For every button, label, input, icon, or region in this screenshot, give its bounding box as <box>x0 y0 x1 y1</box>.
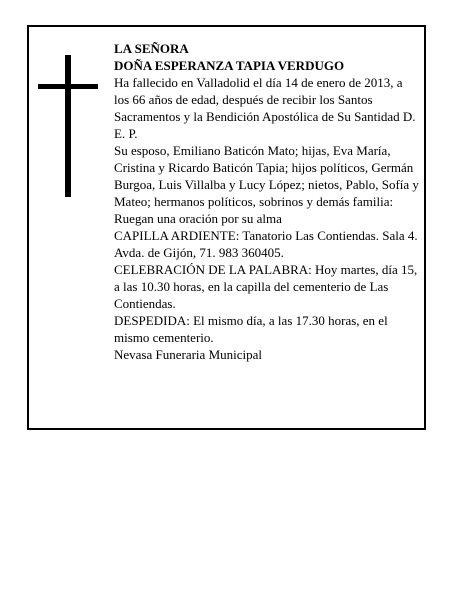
cross-vertical-bar <box>65 55 71 197</box>
ceremony-info: CELEBRACIÓN DE LA PALABRA: Hoy martes, día 15, a las 10.30 horas, en la capilla del cementerio de Las Contiendas. <box>114 262 418 311</box>
notice-title-line-1: LA SEÑORA <box>114 41 189 56</box>
prayer-request: Ruegan una oración por su alma <box>114 211 282 226</box>
obituary-text <box>114 40 420 363</box>
death-announcement: Ha fallecido en Valladolid el día 14 de enero de 2013, a los 66 años de edad, después de recibir los Santos Sacramentos y la Bendición Apostólica de Su Santidad D. E. P. <box>114 75 416 141</box>
farewell-info: DESPEDIDA: El mismo día, a las 17.30 horas, en el mismo cementerio. <box>114 313 388 345</box>
cross-horizontal-bar <box>38 84 98 89</box>
cross-icon <box>38 55 98 197</box>
funeral-home: Nevasa Funeraria Municipal <box>114 347 263 362</box>
chapel-info: CAPILLA ARDIENTE: Tanatorio Las Contiendas. Sala 4. Avda. de Gijón, 71. 983 360405. <box>114 228 418 260</box>
family-list: Su esposo, Emiliano Baticón Mato; hijas, Eva María, Cristina y Ricardo Baticón Tapia; hijos políticos, Germán Burgoa, Luis Villalba y Lucy López; nietos, Pablo, Sofía y Mateo; hermanos políticos, sobrinos y demás familia: <box>114 143 419 209</box>
deceased-name: DOÑA ESPERANZA TAPIA VERDUGO <box>114 58 345 73</box>
